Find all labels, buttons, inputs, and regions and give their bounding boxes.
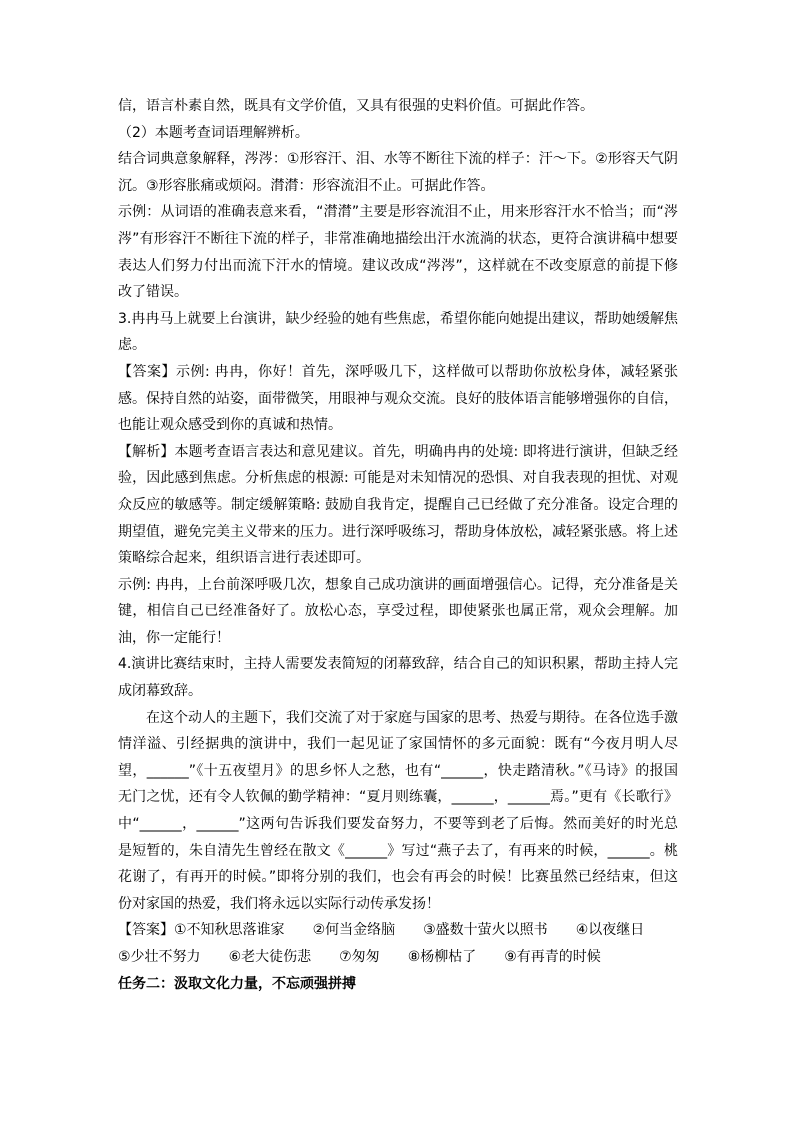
question-3: 3.冉冉马上就要上台演讲，缺少经验的她有些焦虑，希望你能向她提出建议，帮助她缓解焦虑。 [118, 310, 678, 354]
answer-item: ②何当金络脑 [312, 922, 396, 939]
answer-item: ⑤少壮不努力 [118, 949, 201, 965]
answer-item: ③盛数十萤火以照书 [423, 922, 548, 939]
question-4-answer [118, 917, 678, 970]
answer-item: ⑧杨柳枯了 [407, 949, 477, 965]
word-definition-paragraph: 结合词典意象解释，涔涔：①形容汗、泪、水等不断往下流的样子：汗～下。②形容天气阴沉。③形容胀痛或烦闷。潸潸：形容流泪不止。可据此作答。 [118, 151, 678, 194]
answer-item: ⑦匆匆 [339, 949, 380, 965]
question-3-analysis: 【解析】本题考查语言表达和意见建议。首先，明确冉冉的处境: 即将进行演讲，但缺乏经验，因此感到焦虑。分析焦虑的根源: 可能是对未知情况的恐惧、对自我表现的担忧、对观众反应的敏感等。制定缓解策略: 鼓励自我肯定，提醒自己已经做了充分准备。设定合理的期望值，避免完美主义带来的压力。进行深呼吸练习，帮助身体放松，减轻紧张感。将上述策略综合起来，组织语言进行表述即可。 [118, 443, 678, 567]
subquestion-2-heading: （2）本题考查词语理解辨析。 [118, 124, 309, 141]
answer-item: ①不知秋思落谁家 [174, 922, 285, 939]
answer-item: ④以夜继日 [575, 922, 645, 939]
question-4: 4.演讲比赛结束时，主持人需要发表简短的闭幕致辞，结合自己的知识积累，帮助主持人完成闭幕致辞。 [118, 656, 678, 700]
task-2-heading: 任务二：汲取文化力量，不忘顽强拼搏 [118, 975, 356, 992]
answer-label: 【答案】 [118, 922, 174, 939]
question-3-example: 示例: 冉冉，上台前深呼吸几次，想象自己成功演讲的画面增强信心。记得，充分准备是关键，相信自己已经准备好了。放松心态，享受过程，即使紧张也属正常，观众会理解。加油，你一定能行！ [118, 576, 678, 646]
question-3-answer: 【答案】示例: 冉冉，你好！首先，深呼吸几下，这样做可以帮助你放松身体，减轻紧张感。保持自然的站姿，面带微笑，用眼神与观众交流。良好的肢体语言能够增强你的自信，也能让观众感受到你的真诚和热情。 [118, 363, 678, 434]
paragraph-continuation: 信，语言朴素自然，既具有文学价值，又具有很强的史料价值。可据此作答。 [118, 98, 594, 114]
example-paragraph: 示例：从词语的准确表意来看，“潸潸”主要是形容流泪不止，用来形容汗水不恰当；而“涔涔”有形容汗不断往下流的样子，非常准确地描绘出汗水流淌的状态，更符合演讲稿中想要表达人们努力付出而流下汗水的情境。建议改成“涔涔”，这样就在不改变原意的前提下修改了错误。 [118, 204, 678, 301]
answer-item: ⑨有再青的时候 [504, 949, 601, 965]
document-body [118, 93, 678, 997]
closing-speech-passage: 在这个动人的主题下，我们交流了对于家庭与国家的思考、热爱与期待。在各位选手激情洋溢、引经据典的演讲中，我们一起见证了家国情怀的多元面貌：既有“今夜月明人尽望，______”《十五夜望月》的思乡怀人之愁，也有“______，快走踏清秋。”《马诗》的报国无门之忧，还有令人钦佩的勤学精神：“夏月则练囊，______，______焉。”更有《长歌行》中“______，______”这两句告诉我们要发奋努力，不要等到老了后悔。然而美好的时光总是短暂的，朱自清先生曾经在散文《______》写过“燕子去了，有再来的时候，______。桃花谢了，有再开的时候。”即将分别的我们，也会有再会的时候！比赛虽然已经结束，但这份对家国的热爱，我们将永远以实际行动传承发扬！ [118, 709, 678, 912]
answer-item: ⑥老大徒伤悲 [228, 949, 312, 965]
